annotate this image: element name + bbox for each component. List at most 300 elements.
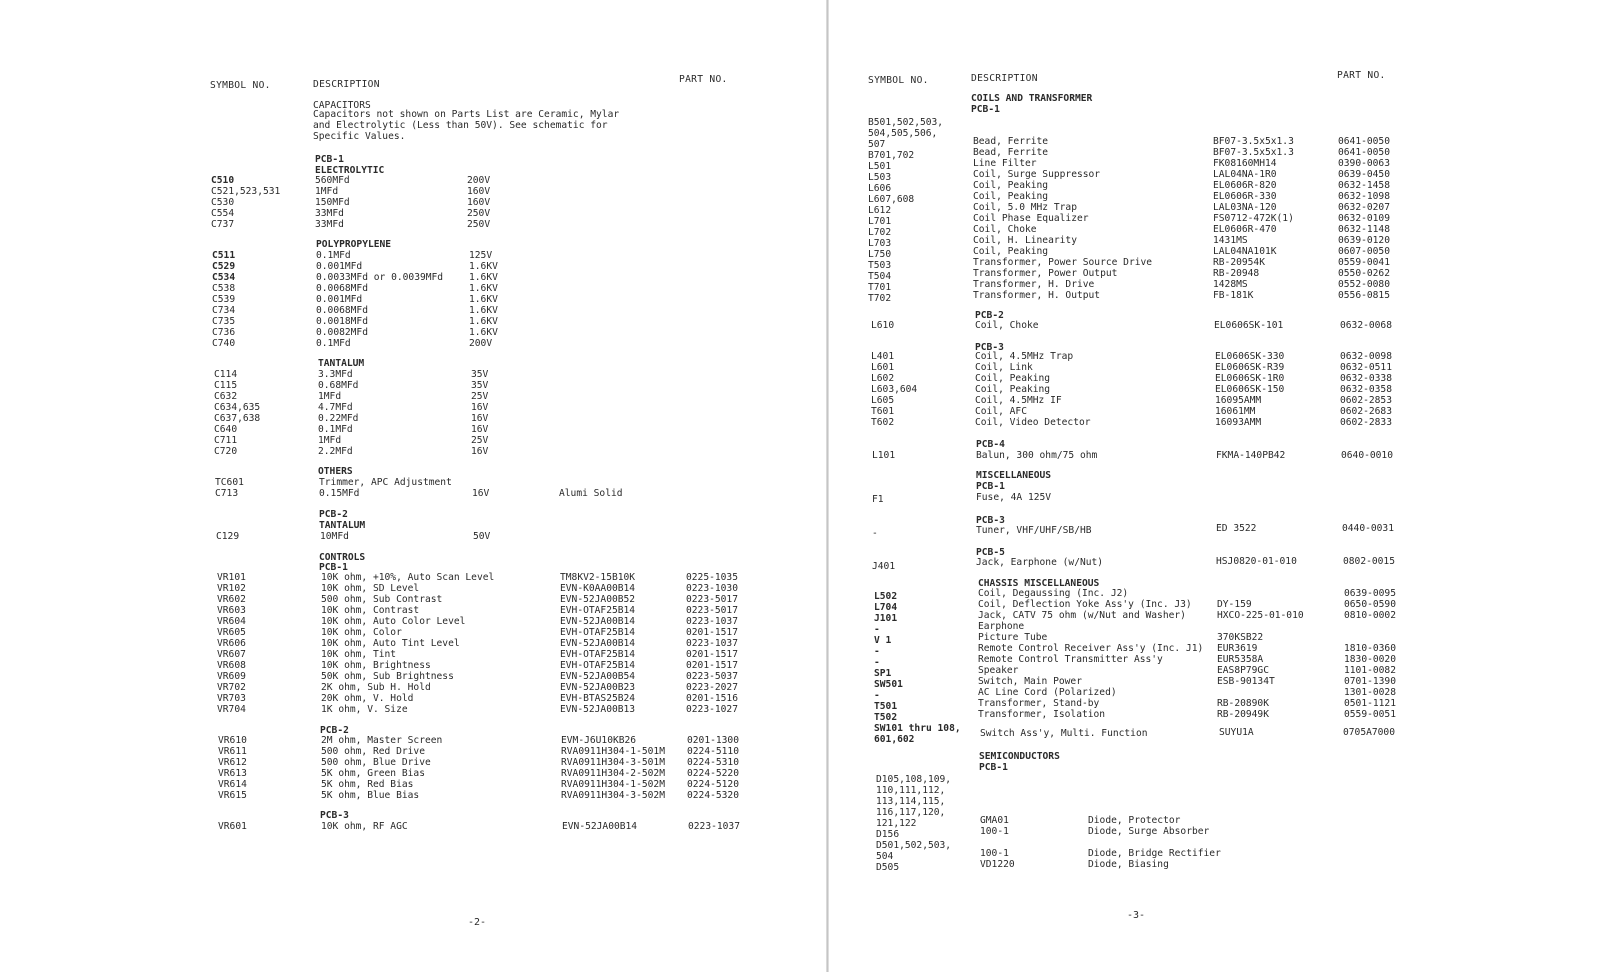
table-row [0, 402, 826, 413]
cell-desc: 500 ohm, Red Drive [321, 746, 425, 757]
table-row [0, 821, 826, 832]
cell-desc: 0.0018MFd [316, 316, 368, 327]
cell-model: EL0606SK-101 [1214, 320, 1284, 331]
cell-desc: Transformer, Isolation [978, 709, 1106, 720]
semiconductors-symbol-list: D105,108,109, 110,111,112, 113,114,115, 116,117,120, 121,122 D156 D501,502,503, 504 D505 [876, 774, 952, 873]
cell-model: EVN-52JA00B13 [560, 704, 636, 715]
table-row [0, 768, 826, 779]
cell-part: 0224-5120 [687, 779, 739, 790]
cell-desc: Coil, Peaking [973, 180, 1049, 191]
part-no-header: PART NO. [1337, 70, 1386, 81]
cell-desc: 0.22MFd [318, 413, 359, 424]
table-row [830, 147, 1601, 158]
cell-sym: VR602 [217, 594, 246, 605]
cell-desc: 1K ohm, V. Size [321, 704, 408, 715]
cell-part: 0552-0080 [1338, 279, 1390, 290]
table-row [830, 588, 1601, 599]
table-row [0, 693, 826, 704]
table-row [0, 488, 826, 499]
cell-model: EL0606R-820 [1213, 180, 1277, 191]
cell-sym: L401 [871, 351, 895, 362]
page-number: -2- [468, 917, 487, 928]
table-row [830, 320, 1601, 331]
cell-volt: 1.6KV [469, 283, 498, 294]
cell-desc: Coil, Peaking [975, 373, 1051, 384]
pcb2-tantalum-heading: PCB-2 TANTALUM [319, 509, 366, 531]
cell-part: 1101-0082 [1344, 665, 1396, 676]
cell-sym: C713 [215, 488, 239, 499]
cell-sym: C539 [212, 294, 236, 305]
cell-desc: 0.68MFd [318, 380, 359, 391]
cell-part: 0223-1027 [686, 704, 738, 715]
table-row [0, 735, 826, 746]
pcb2-tantalum-table [0, 531, 826, 542]
cell-sym: VR608 [217, 660, 246, 671]
table-row [830, 643, 1601, 654]
tantalum-heading: TANTALUM [318, 358, 365, 369]
cell-volt: 35V [471, 369, 489, 380]
cell-part: 0559-0041 [1338, 257, 1390, 268]
controls-pcb3-table [0, 821, 826, 832]
table-row [830, 362, 1601, 373]
cell-part: 0632-0109 [1338, 213, 1390, 224]
cell-desc: 3.3MFd [318, 369, 353, 380]
cell-part: 1301-0028 [1344, 687, 1396, 698]
cell-desc: Transformer, H. Drive [973, 279, 1095, 290]
table-row [830, 621, 1601, 632]
cell-sym: L101 [872, 450, 896, 461]
cell-sym: VR601 [218, 821, 247, 832]
cell-desc: 10MFd [320, 531, 349, 542]
cell-part: 0641-0050 [1338, 147, 1390, 158]
cell-desc: 10K ohm, Brightness [321, 660, 431, 671]
cell-desc: Speaker [978, 665, 1019, 676]
cell-desc: Coil, Choke [975, 320, 1039, 331]
cell-part: 0201-1516 [686, 693, 738, 704]
cell-desc: Picture Tube [978, 632, 1048, 643]
chassis-table [830, 588, 1601, 720]
table-row [0, 197, 826, 208]
cell-desc: 10K ohm, Contrast [321, 605, 420, 616]
cell-sym: VR606 [217, 638, 246, 649]
coils-pcb2-table [830, 320, 1601, 331]
cell-desc: 150MFd [315, 197, 350, 208]
cell-desc: Coil, Peaking [973, 246, 1049, 257]
cell-desc: Coil, Surge Suppressor [973, 169, 1101, 180]
cell-desc: Coil, Deflection Yoke Ass'y (Inc. J3) [978, 599, 1192, 610]
cell-model: EL0606SK-330 [1215, 351, 1285, 362]
multi-function-switch-part-no: 0705A7000 [1343, 727, 1395, 738]
cell-desc: 2.2MFd [318, 446, 353, 457]
table-row [0, 250, 826, 261]
cell-part: 0390-0063 [1338, 158, 1390, 169]
cell-sym: VR607 [217, 649, 246, 660]
cell-sym: TC601 [215, 477, 244, 488]
table-row [830, 158, 1601, 169]
table-row [830, 709, 1601, 720]
cell-sym: VR609 [217, 671, 246, 682]
cell-part: 0632-1148 [1338, 224, 1390, 235]
cell-sym: C737 [211, 219, 235, 230]
cell-sym: C115 [214, 380, 238, 391]
cell-desc: 1MFd [318, 435, 342, 446]
table-row [830, 859, 1601, 870]
cell-desc: 0.1MFd [316, 338, 351, 349]
cell-desc: Balun, 300 ohm/75 ohm [976, 450, 1098, 461]
cell-volt: 160V [467, 197, 491, 208]
cell-part: 0224-5110 [687, 746, 739, 757]
cell-desc: Diode, Protector [1088, 815, 1181, 826]
table-row [0, 638, 826, 649]
cell-sym: VR613 [218, 768, 247, 779]
cell-volt: 16V [471, 424, 489, 435]
cell-sym: VR615 [218, 790, 247, 801]
cell-desc: 5K ohm, Red Bias [321, 779, 414, 790]
cell-sym: L601 [871, 362, 895, 373]
description-header: DESCRIPTION [313, 79, 380, 90]
cell-model: EVN-52JA00B23 [560, 682, 636, 693]
cell-part: 0602-2853 [1340, 395, 1392, 406]
table-row [830, 384, 1601, 395]
cell-model: ESB-90134T [1217, 676, 1275, 687]
table-row [830, 191, 1601, 202]
cell-sym: VR703 [217, 693, 246, 704]
table-row [830, 169, 1601, 180]
cell-model: EL0606SK-150 [1215, 384, 1285, 395]
cell-part: 0223-1037 [686, 616, 738, 627]
cell-sym: L610 [871, 320, 895, 331]
cell-model: RB-20890K [1217, 698, 1269, 709]
cell-part: 0224-5320 [687, 790, 739, 801]
cell-model: EVH-OTAF25B14 [560, 649, 636, 660]
coils-pcb3-heading: PCB-3 [975, 342, 1004, 353]
semiconductors-table [830, 815, 1601, 870]
cell-model: LAL03NA-120 [1213, 202, 1277, 213]
cell-part: 0223-2027 [686, 682, 738, 693]
cell-part: 0632-0338 [1340, 373, 1392, 384]
cell-part: 1830-0020 [1344, 654, 1396, 665]
cell-part: 0550-0262 [1338, 268, 1390, 279]
table-row [0, 746, 826, 757]
cell-desc: Bead, Ferrite [973, 147, 1049, 158]
cell-desc: 0.001MFd [316, 294, 363, 305]
cell-model: 1428MS [1213, 279, 1248, 290]
table-row [830, 826, 1601, 837]
tuner-description: Tuner, VHF/UHF/SB/HB [976, 525, 1092, 536]
cell-model: RVA0911H304-3-501M [561, 757, 665, 768]
cell-part: 0223-1037 [688, 821, 740, 832]
cell-desc: Coil, Peaking [975, 384, 1051, 395]
table-row [830, 395, 1601, 406]
cell-model: EVH-OTAF25B14 [560, 660, 636, 671]
cell-desc: 1MFd [315, 186, 339, 197]
cell-model: EAS8P79GC [1217, 665, 1269, 676]
fuse-description: Fuse, 4A 125V [976, 492, 1052, 503]
cell-desc: 10K ohm, RF AGC [321, 821, 408, 832]
cell-sym: C129 [216, 531, 240, 542]
tuner-part-no: 0440-0031 [1342, 523, 1394, 534]
cell-model: EVH-BTAS25B24 [560, 693, 636, 704]
cell-model: FB-181K [1213, 290, 1254, 301]
cell-part: 0201-1517 [686, 660, 738, 671]
cell-desc: Switch, Main Power [978, 676, 1082, 687]
table-row [0, 583, 826, 594]
cell-sym: C736 [212, 327, 236, 338]
cell-volt: 1.6KV [469, 305, 498, 316]
cell-part: 0501-1121 [1344, 698, 1396, 709]
cell-desc: Jack, CATV 75 ohm (w/Nut and Washer) [978, 610, 1186, 621]
page-number: -3- [1127, 910, 1146, 921]
table-row [0, 327, 826, 338]
coils-pcb3-table [830, 351, 1601, 428]
cell-part: 0224-5220 [687, 768, 739, 779]
cell-desc: 2M ohm, Master Screen [321, 735, 443, 746]
table-row [830, 136, 1601, 147]
polypropylene-table [0, 250, 826, 349]
cell-part: 0223-1030 [686, 583, 738, 594]
cell-desc: 0.0082MFd [316, 327, 368, 338]
table-row [830, 373, 1601, 384]
cell-model: EL0606SK-1R0 [1215, 373, 1285, 384]
table-row [0, 616, 826, 627]
table-row [0, 338, 826, 349]
cell-desc: AC Line Cord (Polarized) [978, 687, 1117, 698]
fuse-symbol: F1 [872, 494, 884, 505]
table-row [0, 369, 826, 380]
cell-volt: 160V [467, 186, 491, 197]
table-row [830, 235, 1601, 246]
cell-model: EVN-52JA00B14 [560, 616, 636, 627]
pcb1-heading: PCB-1 [315, 154, 344, 165]
cell-model: HXCO-225-01-010 [1217, 610, 1304, 621]
symbol-no-header: SYMBOL NO. [868, 75, 929, 86]
others-heading: OTHERS [318, 466, 353, 477]
table-row [0, 186, 826, 197]
cell-part: 0201-1517 [686, 649, 738, 660]
table-row [0, 660, 826, 671]
cell-sym: C530 [211, 197, 235, 208]
cell-part: 0639-0095 [1344, 588, 1396, 599]
controls-pcb2-table [0, 735, 826, 801]
cell-model: EVH-OTAF25B14 [560, 627, 636, 638]
cell-model: EL0606SK-R39 [1215, 362, 1285, 373]
cell-desc: 0.1MFd [318, 424, 353, 435]
cell-model: EVN-52JA00B14 [562, 821, 638, 832]
tuner-model: ED 3522 [1216, 523, 1257, 534]
polypropylene-heading: POLYPROPYLENE [316, 239, 392, 250]
cell-volt: 16V [471, 402, 489, 413]
cell-sym: VR604 [217, 616, 246, 627]
table-row [0, 790, 826, 801]
cell-part: 0632-0068 [1340, 320, 1392, 331]
cell-sym: C511 [212, 250, 236, 261]
table-row [830, 687, 1601, 698]
cell-sym: L603,604 [871, 384, 918, 395]
cell-model: BF07-3.5x5x1.3 [1213, 147, 1294, 158]
electrolytic-heading: ELECTROLYTIC [315, 165, 385, 176]
cell-desc: Diode, Bridge Rectifier [1088, 848, 1221, 859]
cell-part: 0632-1098 [1338, 191, 1390, 202]
cell-desc: Coil, H. Linearity [973, 235, 1077, 246]
coils-pcb1-table [830, 136, 1601, 301]
table-row [830, 698, 1601, 709]
multi-function-switch-model: SUYU1A [1219, 727, 1254, 738]
cell-model: GMA01 [980, 815, 1009, 826]
cell-desc: Coil, 4.5MHz Trap [975, 351, 1074, 362]
cell-desc: Coil, 5.0 MHz Trap [973, 202, 1077, 213]
cell-desc: 560MFd [315, 175, 350, 186]
cell-volt: 35V [471, 380, 489, 391]
table-row [830, 224, 1601, 235]
table-row [0, 446, 826, 457]
cell-desc: 33MFd [315, 208, 344, 219]
table-row [0, 261, 826, 272]
cell-desc: 10K ohm, SD Level [321, 583, 420, 594]
cell-part: 0223-5037 [686, 671, 738, 682]
table-row [830, 406, 1601, 417]
cell-volt: 1.6KV [469, 261, 498, 272]
cell-part: 0632-0207 [1338, 202, 1390, 213]
table-row [0, 391, 826, 402]
cell-sym: C632 [214, 391, 238, 402]
cell-part: 0632-1458 [1338, 180, 1390, 191]
table-row [0, 435, 826, 446]
table-row [0, 671, 826, 682]
cell-desc: Transformer, Stand-by [978, 698, 1100, 709]
table-row [0, 413, 826, 424]
coils-pcb2-heading: PCB-2 [975, 310, 1004, 321]
cell-part: 0602-2833 [1340, 417, 1392, 428]
cell-part: 0223-1037 [686, 638, 738, 649]
cell-desc: 500 ohm, Sub Contrast [321, 594, 443, 605]
cell-desc: 1MFd [318, 391, 342, 402]
table-row [0, 283, 826, 294]
tuner-symbol: - [872, 528, 878, 539]
cell-desc: 10K ohm, +10%, Auto Scan Level [321, 572, 495, 583]
cell-desc: Coil, Degaussing (Inc. J2) [978, 588, 1129, 599]
cell-part: 0224-5310 [687, 757, 739, 768]
controls-pcb2-heading: PCB-2 [320, 725, 349, 736]
cell-model: FKMA-140PB42 [1216, 450, 1286, 461]
capacitors-note: Capacitors not shown on Parts List are Ceramic, Mylar and Electrolytic (Less than 50V). See schematic for Specific Values. [313, 109, 620, 142]
cell-volt: 1.6KV [469, 294, 498, 305]
cell-part: 0201-1300 [687, 735, 739, 746]
cell-model: BF07-3.5x5x1.3 [1213, 136, 1294, 147]
cell-model: VD1220 [980, 859, 1015, 870]
cell-sym: C538 [212, 283, 236, 294]
multi-function-switch-description: Switch Ass'y, Multi. Function [980, 728, 1148, 739]
cell-model: EVH-OTAF25B14 [560, 605, 636, 616]
cell-model: 100-1 [980, 848, 1009, 859]
cell-model: FK08160MH14 [1213, 158, 1277, 169]
cell-model: 370KSB22 [1217, 632, 1264, 643]
cell-volt: 16V [472, 488, 490, 499]
coils-pcb4-heading: PCB-4 [976, 439, 1005, 450]
table-row [0, 594, 826, 605]
cell-desc: 50K ohm, Sub Brightness [321, 671, 454, 682]
cell-desc: Coil, Link [975, 362, 1033, 373]
cell-part: 0639-0450 [1338, 169, 1390, 180]
cell-desc: Earphone [978, 621, 1025, 632]
table-row [0, 219, 826, 230]
cell-model: 16093AMM [1215, 417, 1262, 428]
jack-symbol: J401 [872, 561, 896, 572]
cell-desc: Remote Control Transmitter Ass'y [978, 654, 1163, 665]
cell-part: 0225-1035 [686, 572, 738, 583]
table-row [0, 175, 826, 186]
cell-sym: C711 [214, 435, 238, 446]
cell-sym: C735 [212, 316, 236, 327]
table-row [830, 610, 1601, 621]
cell-sym: C529 [212, 261, 236, 272]
cell-sym: L605 [871, 395, 895, 406]
table-row [0, 704, 826, 715]
part-no-header: PART NO. [679, 74, 728, 85]
cell-part: 0559-0051 [1344, 709, 1396, 720]
description-header: DESCRIPTION [971, 73, 1038, 84]
cell-desc: Coil, Video Detector [975, 417, 1091, 428]
cell-desc: Diode, Surge Absorber [1088, 826, 1210, 837]
table-row [0, 380, 826, 391]
cell-desc: Coil, Peaking [973, 191, 1049, 202]
table-row [830, 654, 1601, 665]
cell-sym: C640 [214, 424, 238, 435]
cell-part: 0810-0002 [1344, 610, 1396, 621]
controls-heading: CONTROLS [319, 552, 366, 563]
jack-part-no: 0802-0015 [1343, 556, 1395, 567]
table-row [830, 417, 1601, 428]
table-row [830, 815, 1601, 826]
cell-model: RVA0911H304-1-502M [561, 779, 665, 790]
cell-desc: 0.1MFd [316, 250, 351, 261]
cell-model: RVA0911H304-1-501M [561, 746, 665, 757]
table-row [0, 682, 826, 693]
cell-sym: VR612 [218, 757, 247, 768]
tantalum-table [0, 369, 826, 457]
cell-desc: Transformer, H. Output [973, 290, 1101, 301]
cell-sym: C734 [212, 305, 236, 316]
chassis-heading: CHASSIS MISCELLANEOUS [978, 578, 1100, 589]
cell-volt: 1.6KV [469, 327, 498, 338]
cell-desc: Coil, Choke [973, 224, 1037, 235]
cell-part: 0650-0590 [1344, 599, 1396, 610]
cell-part: 0632-0358 [1340, 384, 1392, 395]
cell-model: EVN-K0AA00B14 [560, 583, 636, 594]
cell-sym: L602 [871, 373, 895, 384]
electrolytic-table [0, 175, 826, 230]
cell-volt: 25V [471, 391, 489, 402]
table-row [0, 572, 826, 583]
cell-sym: C637,638 [214, 413, 261, 424]
cell-sym: VR614 [218, 779, 247, 790]
cell-model: EVM-J6U10KB26 [561, 735, 637, 746]
cell-model: EUR5358A [1217, 654, 1264, 665]
misc-pcb5-heading: PCB-5 [976, 547, 1005, 558]
table-row [0, 272, 826, 283]
table-row [0, 627, 826, 638]
cell-model: 16095AMM [1215, 395, 1262, 406]
table-row [0, 294, 826, 305]
cell-desc: Coil Phase Equalizer [973, 213, 1089, 224]
cell-volt: 16V [471, 446, 489, 457]
others-table [0, 477, 826, 499]
table-row [0, 779, 826, 790]
cell-desc: 10K ohm, Color [321, 627, 402, 638]
cell-model: EL0606R-330 [1213, 191, 1277, 202]
cell-volt: 1.6KV [469, 272, 498, 283]
cell-sym: C534 [212, 272, 236, 283]
cell-sym: C634,635 [214, 402, 261, 413]
